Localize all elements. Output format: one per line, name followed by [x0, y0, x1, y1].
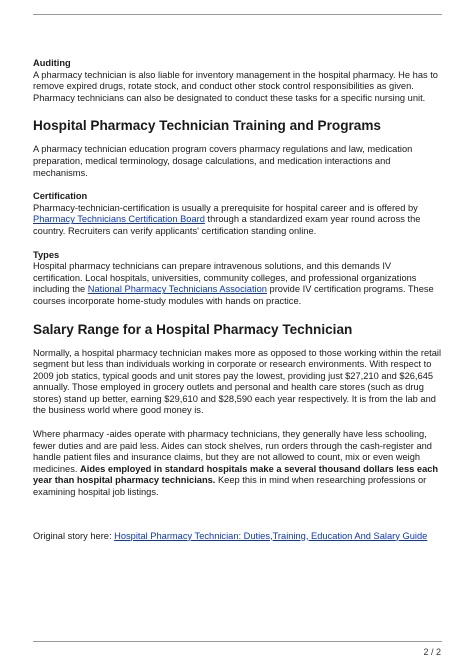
training-heading: Hospital Pharmacy Technician Training and Programs	[33, 118, 381, 134]
nPTA-link[interactable]: National Pharmacy Technicians Association	[87, 284, 267, 295]
salary-para-2-before: Where pharmacy -aides operate with pharmacy technicians, they generally have less schooling, fewer duties and are paid less. Aides can stock shelves, run orders through the cash-register and handle patient files and insurance claims, but they are not allowed to count, mix or even weigh medicines.	[33, 429, 432, 474]
salary-para-2-after: Keep this in mind when researching professions or examining hospital job listings.	[33, 475, 427, 498]
page-number: 2 / 2	[423, 647, 441, 657]
types-text-after: provide IV certification programs. These courses incorporate home-study modules with hands on practice.	[33, 284, 434, 306]
types-section	[33, 250, 442, 308]
certification-section	[33, 191, 442, 237]
types-text	[33, 261, 442, 307]
salary-para-1: Normally, a hospital pharmacy technician makes more as opposed to those working within the retail segment but less than individuals working in corporate or research environments. With respect to 2009 job statics, typical goods and unit stores pay the lowest, providing just $27,210 and $26,645 annually. Those employed in grocery outlets and personal and health care stores (such as drug stores) stand up better, earning $29,610 and $28,590 each year respectively. It is from the lab and the business world where good money is.	[33, 347, 442, 416]
auditing-heading: Auditing	[33, 58, 71, 68]
salary-para-2	[33, 429, 442, 499]
auditing-section	[33, 58, 442, 104]
certification-text-after: through a standardized exam year round across the country. Recruiters can verify applicants' certification standing online.	[33, 214, 421, 236]
certification-text-before: Pharmacy-technician-certification is usually a prerequisite for hospital career and is offered by	[33, 202, 418, 213]
auditing-text: A pharmacy technician is also liable for inventory management in the hospital pharmacy. He has to remove expired drugs, rotate stock, and conduct other stock control responsibilities as given. Pharmacy technicians can also be designated to conduct these tasks for a specific nursing unit.	[33, 69, 438, 103]
training-intro: A pharmacy technician education program covers pharmacy regulations and law, medication preparation, medical terminology, dosage calculations, and medication interactions and mechanisms.	[33, 144, 413, 178]
salary-para-2-bold: Aides employed in standard hospitals make a several thousand dollars less each year than hospital pharmacy technicians.	[33, 463, 439, 486]
footer-rule	[33, 641, 442, 642]
page-body	[33, 58, 442, 542]
original-story-link[interactable]: Hospital Pharmacy Technician: Duties,Training, Education And Salary Guide	[114, 530, 428, 541]
certification-text	[33, 203, 442, 238]
ptcb-link[interactable]: Pharmacy Technicians Certification Board	[33, 214, 205, 225]
types-text-before: Hospital pharmacy technicians can prepare intravenous solutions, and this demands IV certification. Local hospitals, universities, community colleges, and professional organizations including the	[33, 261, 417, 295]
header-rule	[33, 14, 442, 15]
source-label: Original story here:	[33, 530, 115, 541]
certification-heading: Certification	[33, 191, 88, 202]
types-heading: Types	[33, 249, 60, 260]
source-line	[33, 531, 442, 543]
salary-heading: Salary Range for a Hospital Pharmacy Technician	[33, 321, 353, 337]
